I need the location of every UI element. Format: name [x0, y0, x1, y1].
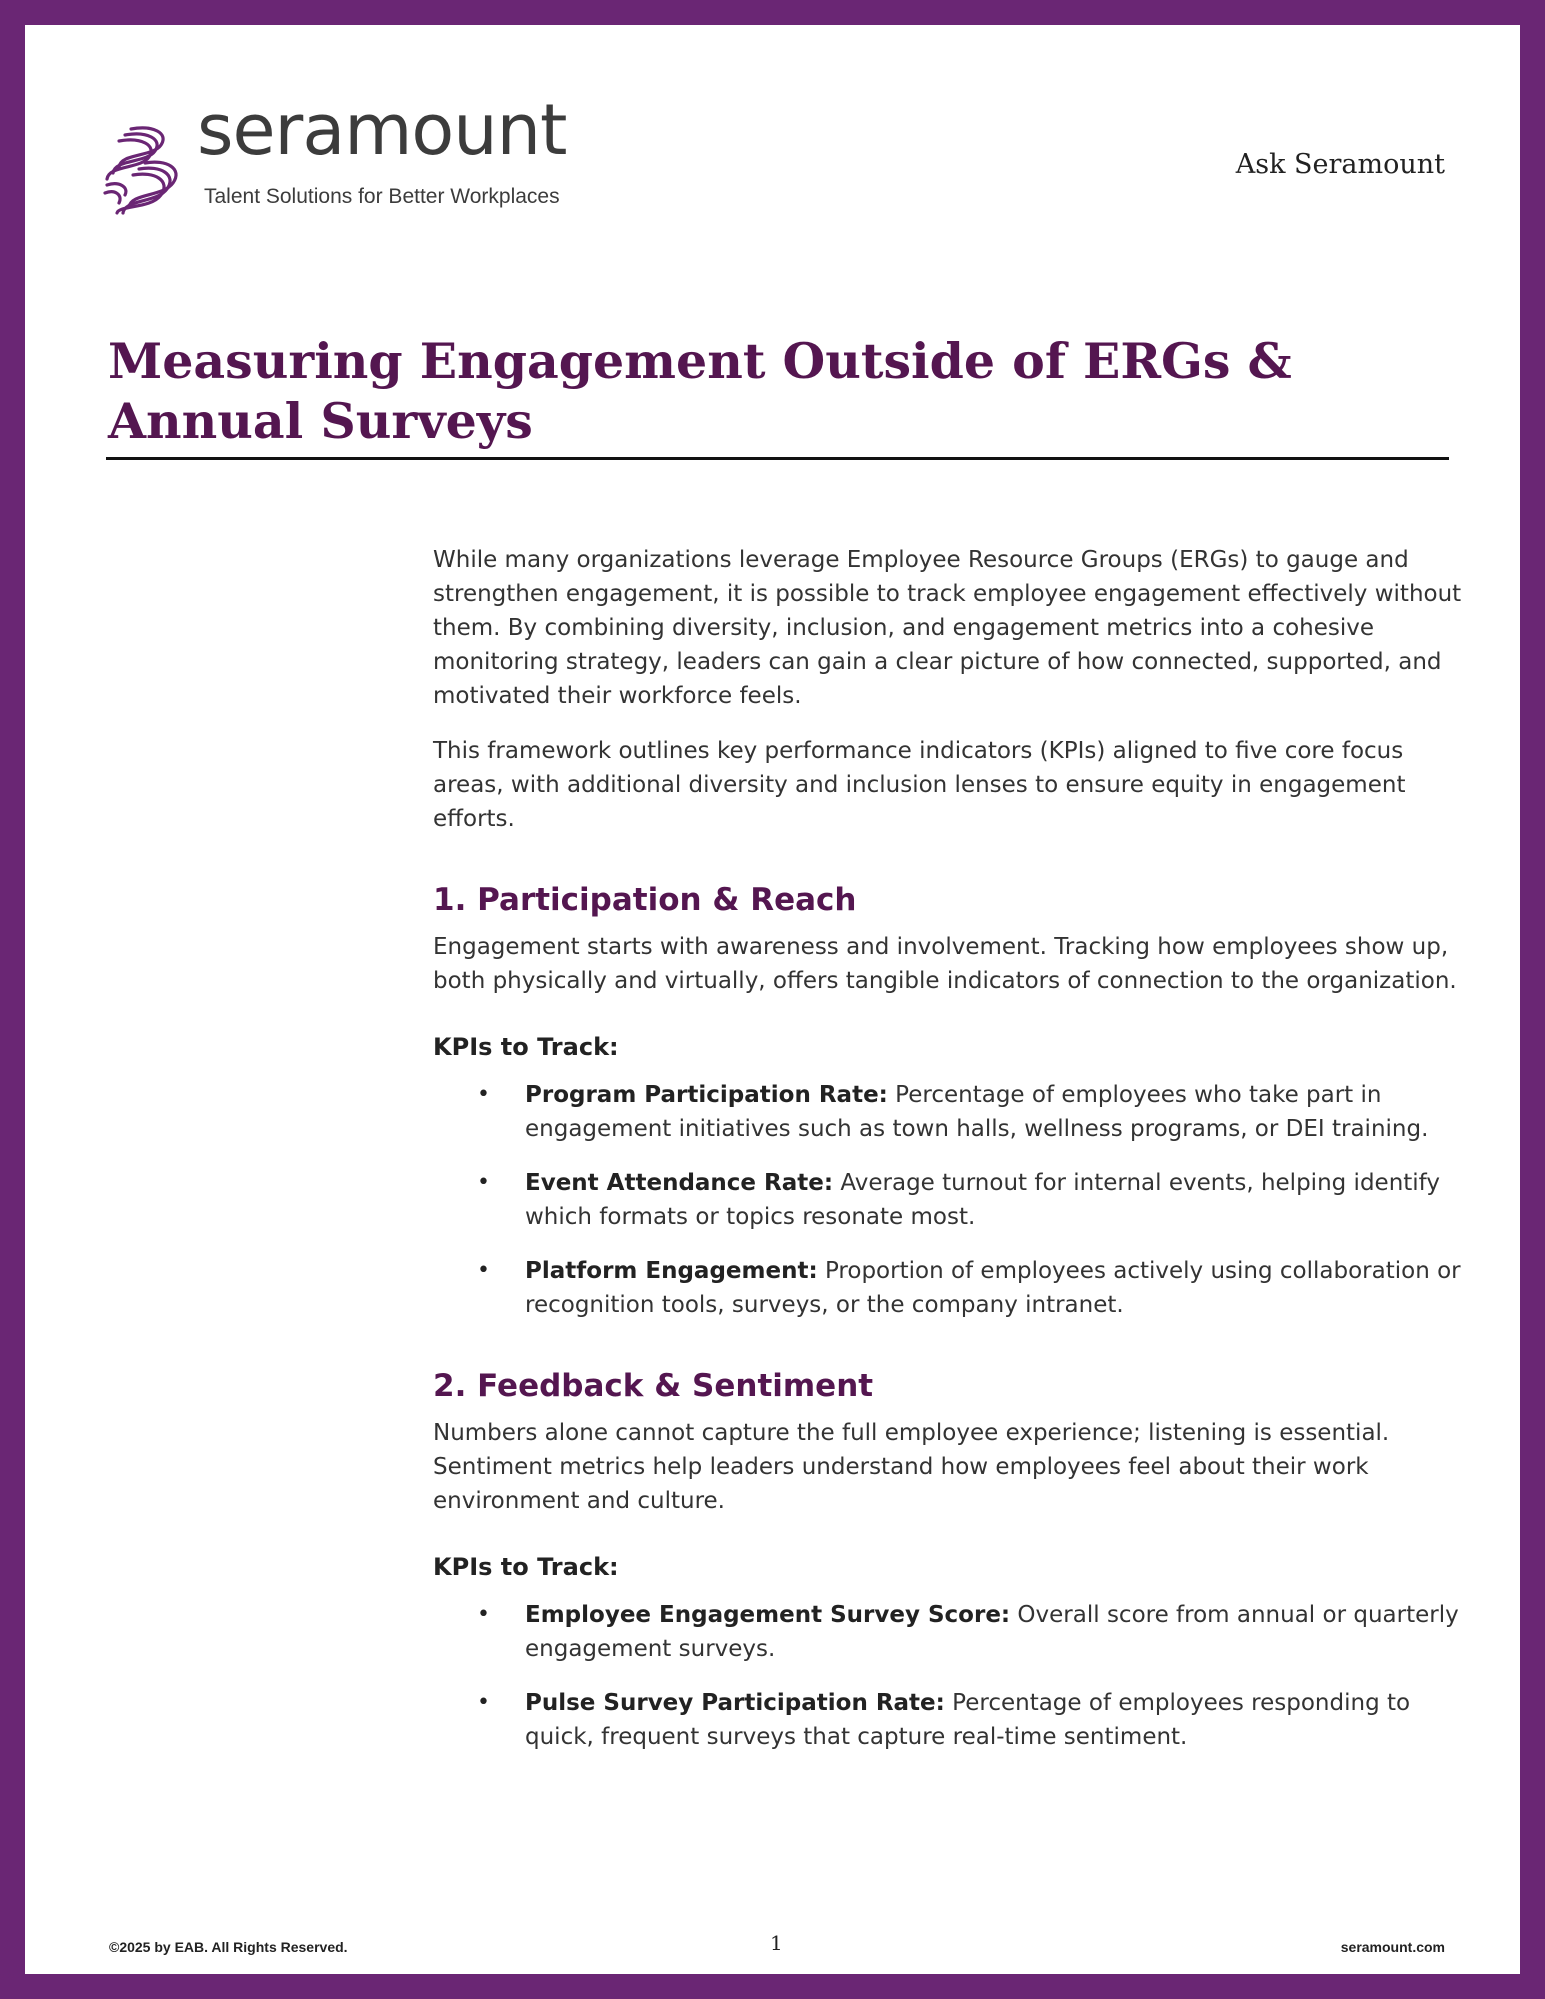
kpi-description: Proportion of employees actively using collaboration or recognition tools, surveys, or the company intranet.: [525, 1258, 1461, 1318]
bullet-icon: •: [477, 1690, 490, 1715]
kpi-list: [433, 1598, 1473, 1754]
footer-page-number: 1: [770, 1931, 783, 1955]
bullet-icon: •: [477, 1082, 490, 1107]
footer-copyright: ©2025 by EAB. All Rights Reserved.: [109, 1939, 348, 1955]
list-item: [433, 1598, 1473, 1666]
document-page: [25, 25, 1520, 1974]
ask-seramount-label: Ask Seramount: [1235, 149, 1445, 180]
kpi-description: Average turnout for internal events, helping identify which formats or topics resonate most.: [525, 1170, 1440, 1230]
logo-wordmark: seramount: [197, 89, 567, 171]
list-item: [433, 1686, 1473, 1754]
title-divider: [106, 457, 1449, 460]
kpi-name: Platform Engagement:: [525, 1258, 818, 1284]
kpi-name: Pulse Survey Participation Rate:: [525, 1690, 945, 1716]
document-body: [433, 543, 1473, 1774]
bullet-icon: •: [477, 1258, 490, 1283]
kpi-name: Program Participation Rate:: [525, 1082, 888, 1108]
kpi-heading: KPIs to Track:: [433, 1033, 619, 1061]
seramount-logo: [101, 89, 641, 215]
section-heading: 1. Participation & Reach: [433, 882, 857, 918]
footer-website-link[interactable]: seramount.com: [1340, 1939, 1445, 1955]
list-item: [433, 1166, 1473, 1234]
section-feedback-sentiment: [433, 1366, 1473, 1754]
intro-paragraph: This framework outlines key performance indicators (KPIs) aligned to five core focus areas, with additional diversity and inclusion lenses to ensure equity in engagement efforts.: [433, 738, 1406, 832]
logo-tagline: Talent Solutions for Better Workplaces: [204, 185, 560, 208]
seramount-wave-logo-icon: [101, 123, 185, 215]
kpi-description: Overall score from annual or quarterly engagement surveys.: [525, 1602, 1459, 1662]
section-participation-reach: [433, 880, 1473, 1322]
section-body: Numbers alone cannot capture the full employee experience; listening is essential. Sentiment metrics help leaders understand how employees feel about their work environment and culture.: [433, 1420, 1390, 1514]
kpi-name: Event Attendance Rate:: [525, 1170, 834, 1196]
bullet-icon: •: [477, 1602, 490, 1627]
section-body: Engagement starts with awareness and involvement. Tracking how employees show up, both physically and virtually, offers tangible indicators of connection to the organization.: [433, 934, 1457, 994]
list-item: [433, 1078, 1473, 1146]
kpi-name: Employee Engagement Survey Score:: [525, 1602, 1011, 1628]
kpi-list: [433, 1078, 1473, 1322]
bullet-icon: •: [477, 1170, 490, 1195]
section-heading: 2. Feedback & Sentiment: [433, 1368, 874, 1404]
kpi-description: Percentage of employees responding to quick, frequent surveys that capture real-time sentiment.: [525, 1690, 1411, 1750]
kpi-heading: KPIs to Track:: [433, 1553, 619, 1581]
document-title: Measuring Engagement Outside of ERGs & Annual Surveys: [108, 332, 1292, 450]
intro-paragraph: While many organizations leverage Employee Resource Groups (ERGs) to gauge and strengthen engagement, it is possible to track employee engagement effectively without them. By combining diversity, inclusion, and engagement metrics into a cohesive monitoring strategy, leaders can gain a clear picture of how connected, supported, and motivated their workforce feels.: [433, 547, 1462, 709]
kpi-description: Percentage of employees who take part in engagement initiatives such as town halls, wellness programs, or DEI training.: [525, 1082, 1429, 1142]
list-item: [433, 1254, 1473, 1322]
